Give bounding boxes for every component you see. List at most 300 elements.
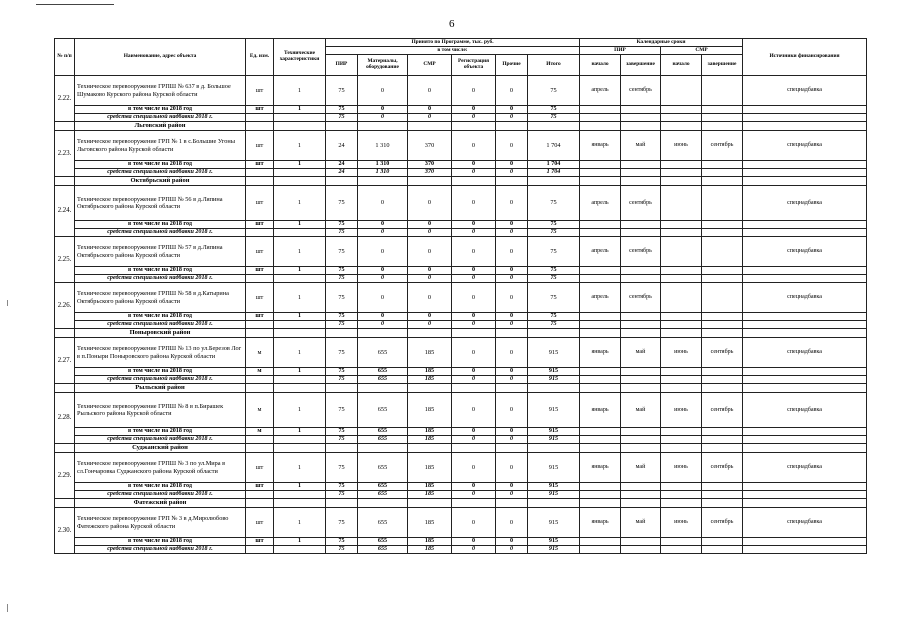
smr-start: июнь (661, 453, 702, 483)
pir-start: апрель (580, 283, 621, 313)
funding-source: спецнадбавка (743, 338, 867, 368)
smr-end: сентябрь (702, 508, 743, 538)
subtotal-label: средства специальной надбавки 2018 г. (75, 491, 246, 499)
empty-cell (621, 169, 661, 177)
object-number: 2.26. (55, 283, 75, 329)
empty-cell (702, 313, 743, 321)
unit: шт (246, 106, 274, 114)
empty-cell (743, 444, 867, 453)
year-subtotal-row (55, 161, 867, 169)
total-value: 75 (528, 106, 580, 114)
empty-cell (326, 384, 358, 393)
smr-value: 185 (408, 393, 452, 428)
header-unit: Ед. изм. (246, 39, 274, 76)
empty-cell (452, 122, 496, 131)
empty-cell (246, 444, 274, 453)
tech-characteristic (274, 114, 326, 122)
empty-cell (702, 114, 743, 122)
unit (246, 436, 274, 444)
region-row (55, 499, 867, 508)
tech-characteristic (274, 169, 326, 177)
empty-cell (55, 499, 75, 508)
registration-value: 0 (452, 76, 496, 106)
registration-value: 0 (452, 283, 496, 313)
other-value: 0 (496, 428, 528, 436)
empty-cell (702, 177, 743, 186)
region-name: Октябрьский район (75, 177, 246, 186)
total-value: 915 (528, 483, 580, 491)
other-value: 0 (496, 186, 528, 221)
empty-cell (274, 384, 326, 393)
smr-start (661, 76, 702, 106)
empty-cell (621, 321, 661, 329)
header-pir-start: начало (580, 55, 621, 76)
empty-cell (702, 499, 743, 508)
total-value: 75 (528, 275, 580, 283)
total-value: 1 704 (528, 161, 580, 169)
smr-value: 185 (408, 483, 452, 491)
empty-cell (326, 177, 358, 186)
empty-cell (702, 384, 743, 393)
object-number: 2.30. (55, 508, 75, 554)
total-value: 915 (528, 338, 580, 368)
smr-value: 0 (408, 229, 452, 237)
empty-cell (661, 321, 702, 329)
empty-cell (702, 321, 743, 329)
pir-value: 75 (326, 483, 358, 491)
empty-cell (661, 221, 702, 229)
empty-cell (743, 169, 867, 177)
empty-cell (743, 483, 867, 491)
materials-value: 655 (358, 393, 408, 428)
header-name: Наименование, адрес объекта (75, 39, 246, 76)
object-number: 2.24. (55, 186, 75, 237)
subtotal-label: в том числе на 2018 год (75, 106, 246, 114)
tech-characteristic: 1 (274, 186, 326, 221)
unit: шт (246, 221, 274, 229)
total-value: 915 (528, 546, 580, 554)
empty-cell (702, 428, 743, 436)
unit (246, 546, 274, 554)
pir-value: 75 (326, 313, 358, 321)
funding-source: спецнадбавка (743, 283, 867, 313)
empty-cell (661, 428, 702, 436)
year-subtotal-row (55, 313, 867, 321)
other-value: 0 (496, 491, 528, 499)
empty-cell (743, 221, 867, 229)
registration-value: 0 (452, 169, 496, 177)
year-subtotal-row (55, 106, 867, 114)
tech-characteristic: 1 (274, 283, 326, 313)
unit: шт (246, 483, 274, 491)
empty-cell (743, 122, 867, 131)
pir-end: май (621, 393, 661, 428)
empty-cell (743, 538, 867, 546)
total-value: 915 (528, 393, 580, 428)
empty-cell (743, 376, 867, 384)
empty-cell (743, 313, 867, 321)
empty-cell (358, 384, 408, 393)
subtotal-label: средства специальной надбавки 2018 г. (75, 229, 246, 237)
header-source: Источники финансирования (743, 39, 867, 76)
header-smr-end: завершение (702, 55, 743, 76)
empty-cell (496, 329, 528, 338)
tech-characteristic (274, 321, 326, 329)
materials-value: 0 (358, 237, 408, 267)
empty-cell (743, 267, 867, 275)
empty-cell (326, 499, 358, 508)
empty-cell (702, 106, 743, 114)
object-row (55, 508, 867, 538)
total-value: 75 (528, 267, 580, 275)
empty-cell (621, 161, 661, 169)
smr-value: 185 (408, 546, 452, 554)
year-subtotal-row (55, 267, 867, 275)
unit: шт (246, 161, 274, 169)
empty-cell (661, 329, 702, 338)
empty-cell (743, 499, 867, 508)
empty-cell (528, 122, 580, 131)
registration-value: 0 (452, 508, 496, 538)
empty-cell (580, 483, 621, 491)
empty-cell (580, 384, 621, 393)
subtotal-label: средства специальной надбавки 2018 г. (75, 546, 246, 554)
empty-cell (621, 267, 661, 275)
registration-value: 0 (452, 114, 496, 122)
total-value: 75 (528, 186, 580, 221)
empty-cell (702, 376, 743, 384)
unit (246, 229, 274, 237)
page-number: 6 (449, 18, 455, 30)
empty-cell (661, 161, 702, 169)
pir-value: 75 (326, 436, 358, 444)
header-including: в том числе: (326, 47, 580, 55)
empty-cell (661, 546, 702, 554)
region-name: Фатежский район (75, 499, 246, 508)
registration-value: 0 (452, 393, 496, 428)
other-value: 0 (496, 546, 528, 554)
region-row (55, 329, 867, 338)
header-other: Прочие (496, 55, 528, 76)
subtotal-label: в том числе на 2018 год (75, 483, 246, 491)
object-number: 2.27. (55, 338, 75, 384)
other-value: 0 (496, 321, 528, 329)
header-accepted: Принято по Программе, тыс. руб. (326, 39, 580, 47)
registration-value: 0 (452, 428, 496, 436)
materials-value: 1 310 (358, 131, 408, 161)
empty-cell (661, 114, 702, 122)
empty-cell (274, 499, 326, 508)
tech-characteristic (274, 229, 326, 237)
registration-value: 0 (452, 321, 496, 329)
materials-value: 655 (358, 436, 408, 444)
pir-end: сентябрь (621, 283, 661, 313)
header-total: Итого (528, 55, 580, 76)
materials-value: 655 (358, 508, 408, 538)
empty-cell (702, 444, 743, 453)
smr-start (661, 186, 702, 221)
empty-cell (580, 122, 621, 131)
tech-characteristic: 1 (274, 428, 326, 436)
pir-start: январь (580, 508, 621, 538)
year-subtotal-row (55, 221, 867, 229)
total-value: 75 (528, 321, 580, 329)
empty-cell (661, 267, 702, 275)
empty-cell (743, 436, 867, 444)
materials-value: 655 (358, 376, 408, 384)
smr-value: 370 (408, 131, 452, 161)
registration-value: 0 (452, 491, 496, 499)
empty-cell (702, 161, 743, 169)
empty-cell (621, 329, 661, 338)
empty-cell (621, 444, 661, 453)
unit: шт (246, 538, 274, 546)
total-value: 1 704 (528, 169, 580, 177)
materials-value: 0 (358, 76, 408, 106)
materials-value: 655 (358, 546, 408, 554)
scan-mark (7, 300, 8, 306)
subtotal-label: в том числе на 2018 год (75, 267, 246, 275)
pir-end: сентябрь (621, 237, 661, 267)
unit (246, 376, 274, 384)
funding-source: спецнадбавка (743, 508, 867, 538)
empty-cell (661, 229, 702, 237)
region-row (55, 444, 867, 453)
year-subtotal-row (55, 538, 867, 546)
pir-value: 75 (326, 368, 358, 376)
empty-cell (661, 177, 702, 186)
region-row (55, 122, 867, 131)
region-name: Рыльский район (75, 384, 246, 393)
tech-characteristic: 1 (274, 313, 326, 321)
pir-value: 75 (326, 237, 358, 267)
pir-value: 24 (326, 169, 358, 177)
empty-cell (580, 491, 621, 499)
smr-value: 185 (408, 538, 452, 546)
subtotal-label: средства специальной надбавки 2018 г. (75, 114, 246, 122)
region-name: Поныровский район (75, 329, 246, 338)
other-value: 0 (496, 169, 528, 177)
other-value: 0 (496, 338, 528, 368)
special-fund-row (55, 169, 867, 177)
materials-value: 1 310 (358, 161, 408, 169)
smr-value: 0 (408, 275, 452, 283)
empty-cell (580, 368, 621, 376)
tech-characteristic: 1 (274, 338, 326, 368)
subtotal-label: средства специальной надбавки 2018 г. (75, 275, 246, 283)
pir-start: январь (580, 131, 621, 161)
object-name: Техническое перевооружение ГРПШ № 8 в п.Бирашек Рыльского района Курской области (75, 393, 246, 428)
subtotal-label: средства специальной надбавки 2018 г. (75, 436, 246, 444)
object-row (55, 283, 867, 313)
empty-cell (580, 376, 621, 384)
header-tech: Технические характеристики (274, 39, 326, 76)
total-value: 75 (528, 221, 580, 229)
object-number: 2.22. (55, 76, 75, 122)
object-number: 2.28. (55, 393, 75, 444)
empty-cell (580, 329, 621, 338)
empty-cell (621, 483, 661, 491)
empty-cell (743, 546, 867, 554)
empty-cell (743, 114, 867, 122)
tech-characteristic: 1 (274, 508, 326, 538)
unit: шт (246, 267, 274, 275)
empty-cell (580, 161, 621, 169)
tech-characteristic: 1 (274, 538, 326, 546)
empty-cell (580, 444, 621, 453)
empty-cell (702, 546, 743, 554)
materials-value: 655 (358, 483, 408, 491)
unit: шт (246, 237, 274, 267)
materials-value: 0 (358, 321, 408, 329)
empty-cell (274, 122, 326, 131)
empty-cell (580, 275, 621, 283)
empty-cell (580, 114, 621, 122)
tech-characteristic: 1 (274, 221, 326, 229)
empty-cell (326, 444, 358, 453)
registration-value: 0 (452, 267, 496, 275)
empty-cell (702, 483, 743, 491)
empty-cell (358, 444, 408, 453)
other-value: 0 (496, 313, 528, 321)
tech-characteristic: 1 (274, 131, 326, 161)
empty-cell (743, 321, 867, 329)
empty-cell (621, 538, 661, 546)
total-value: 915 (528, 376, 580, 384)
smr-start: июнь (661, 338, 702, 368)
empty-cell (358, 329, 408, 338)
empty-cell (246, 499, 274, 508)
unit: шт (246, 76, 274, 106)
registration-value: 0 (452, 453, 496, 483)
empty-cell (358, 177, 408, 186)
empty-cell (621, 229, 661, 237)
smr-value: 185 (408, 376, 452, 384)
unit: шт (246, 186, 274, 221)
materials-value: 655 (358, 538, 408, 546)
empty-cell (408, 499, 452, 508)
empty-cell (743, 329, 867, 338)
materials-value: 655 (358, 453, 408, 483)
header-pir: ПИР (326, 55, 358, 76)
other-value: 0 (496, 283, 528, 313)
smr-end: сентябрь (702, 131, 743, 161)
smr-value: 185 (408, 368, 452, 376)
empty-cell (702, 538, 743, 546)
pir-value: 75 (326, 76, 358, 106)
smr-end (702, 237, 743, 267)
unit: м (246, 393, 274, 428)
header-no: № п/п (55, 39, 75, 76)
materials-value: 0 (358, 267, 408, 275)
smr-end (702, 76, 743, 106)
registration-value: 0 (452, 161, 496, 169)
registration-value: 0 (452, 376, 496, 384)
empty-cell (452, 499, 496, 508)
materials-value: 655 (358, 428, 408, 436)
subtotal-label: в том числе на 2018 год (75, 161, 246, 169)
empty-cell (496, 122, 528, 131)
smr-start: июнь (661, 508, 702, 538)
empty-cell (621, 221, 661, 229)
other-value: 0 (496, 368, 528, 376)
empty-cell (621, 436, 661, 444)
subtotal-label: в том числе на 2018 год (75, 221, 246, 229)
table-body (55, 76, 867, 554)
empty-cell (661, 538, 702, 546)
header-materials: Материалы, оборудование (358, 55, 408, 76)
tech-characteristic (274, 546, 326, 554)
object-name: Техническое перевооружение ГРП № 3 в д.Миролюбово Фатежского района Курской области (75, 508, 246, 538)
empty-cell (358, 122, 408, 131)
smr-value: 0 (408, 283, 452, 313)
pir-value: 75 (326, 267, 358, 275)
empty-cell (743, 161, 867, 169)
object-name: Техническое перевооружение ГРПШ № 58 в д.Катырина Октябрьского района Курской области (75, 283, 246, 313)
smr-value: 0 (408, 106, 452, 114)
empty-cell (580, 546, 621, 554)
materials-value: 0 (358, 106, 408, 114)
empty-cell (452, 384, 496, 393)
unit: шт (246, 508, 274, 538)
object-name: Техническое перевооружение ГРПШ № 3 по ул.Мира в сл.Гончаровка Суджанского района Курской области (75, 453, 246, 483)
other-value: 0 (496, 229, 528, 237)
empty-cell (326, 122, 358, 131)
pir-end: май (621, 338, 661, 368)
smr-value: 185 (408, 436, 452, 444)
other-value: 0 (496, 538, 528, 546)
region-name: Льговский район (75, 122, 246, 131)
empty-cell (496, 444, 528, 453)
unit (246, 491, 274, 499)
special-fund-row (55, 229, 867, 237)
smr-value: 0 (408, 114, 452, 122)
funding-source: спецнадбавка (743, 453, 867, 483)
smr-start (661, 237, 702, 267)
empty-cell (528, 499, 580, 508)
pir-end: май (621, 453, 661, 483)
total-value: 1 704 (528, 131, 580, 161)
header-cal-pir: ПИР (580, 47, 661, 55)
other-value: 0 (496, 393, 528, 428)
smr-end: сентябрь (702, 338, 743, 368)
empty-cell (55, 384, 75, 393)
empty-cell (274, 329, 326, 338)
unit: м (246, 368, 274, 376)
empty-cell (580, 267, 621, 275)
pir-value: 75 (326, 114, 358, 122)
other-value: 0 (496, 221, 528, 229)
registration-value: 0 (452, 483, 496, 491)
other-value: 0 (496, 453, 528, 483)
empty-cell (661, 122, 702, 131)
smr-value: 0 (408, 237, 452, 267)
smr-value: 185 (408, 491, 452, 499)
region-name: Суджанский район (75, 444, 246, 453)
smr-value: 0 (408, 321, 452, 329)
smr-value: 185 (408, 508, 452, 538)
empty-cell (621, 491, 661, 499)
empty-cell (661, 169, 702, 177)
subtotal-label: средства специальной надбавки 2018 г. (75, 376, 246, 384)
smr-value: 0 (408, 76, 452, 106)
empty-cell (55, 329, 75, 338)
subtotal-label: в том числе на 2018 год (75, 538, 246, 546)
materials-value: 655 (358, 368, 408, 376)
pir-value: 75 (326, 275, 358, 283)
special-fund-row (55, 491, 867, 499)
empty-cell (580, 106, 621, 114)
